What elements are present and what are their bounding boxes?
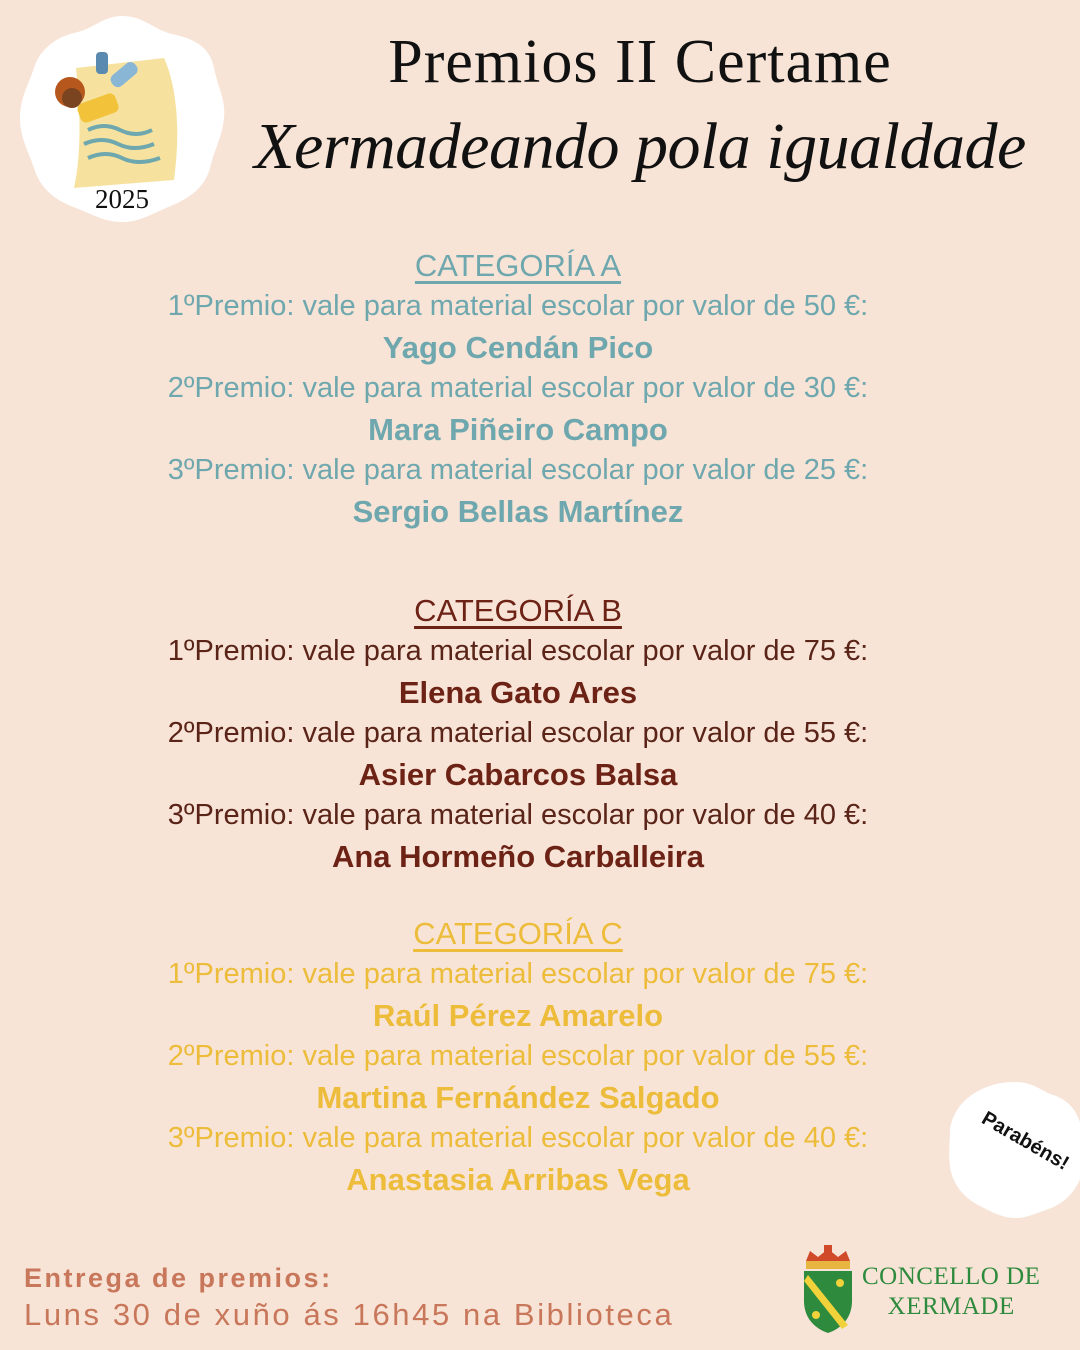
winner-name: Raúl Pérez Amarelo (372, 998, 664, 1033)
badge-year: 2025 (95, 184, 149, 214)
logo-text (862, 1262, 1040, 1322)
prize-label: 2ºPremio: vale para material escolar por valor de 55 €: (167, 1040, 869, 1072)
footer-label: Entrega de premios: (24, 1263, 333, 1293)
winner-name: Mara Piñeiro Campo (368, 412, 668, 447)
coat-of-arms-icon (800, 1245, 856, 1335)
category-title: CATEGORÍA A (414, 248, 622, 283)
congrats-text: Parabéns! (977, 1107, 1073, 1175)
prize-label: 1ºPremio: vale para material escolar por valor de 75 €: (167, 958, 869, 990)
logo-line2: XERMADE (887, 1293, 1015, 1320)
winner-name: Martina Fernández Salgado (316, 1080, 720, 1115)
prize-label: 2ºPremio: vale para material escolar por valor de 30 €: (167, 372, 869, 404)
winner-name: Asier Cabarcos Balsa (358, 757, 678, 792)
category-title: CATEGORÍA C (413, 916, 623, 951)
winner-name: Anastasia Arribas Vega (346, 1162, 690, 1197)
page-subtitle: Xermadeando pola igualdade (254, 110, 1026, 183)
footer (24, 1260, 674, 1334)
prize-label: 3ºPremio: vale para material escolar por valor de 25 €: (167, 454, 869, 486)
category-title: CATEGORÍA B (414, 593, 622, 628)
winner-name: Ana Hormeño Carballeira (331, 839, 705, 874)
category-c (0, 914, 1036, 1200)
category-b (0, 591, 1036, 877)
winner-name: Sergio Bellas Martínez (352, 494, 684, 529)
footer-text: Luns 30 de xuño ás 16h45 na Biblioteca (24, 1297, 675, 1332)
prize-label: 1ºPremio: vale para material escolar por valor de 50 €: (167, 290, 869, 322)
prize-label: 2ºPremio: vale para material escolar por valor de 55 €: (167, 717, 869, 749)
prize-label: 3ºPremio: vale para material escolar por valor de 40 €: (167, 1122, 869, 1154)
page-title: Premios II Certame (388, 28, 892, 96)
header (240, 22, 1040, 192)
winner-name: Elena Gato Ares (398, 675, 638, 710)
prize-label: 1ºPremio: vale para material escolar por valor de 75 €: (167, 635, 869, 667)
winner-name: Yago Cendán Pico (382, 330, 654, 365)
prize-label: 3ºPremio: vale para material escolar por valor de 40 €: (167, 799, 869, 831)
logo-line1: CONCELLO DE (862, 1263, 1041, 1290)
category-a (0, 246, 1036, 532)
